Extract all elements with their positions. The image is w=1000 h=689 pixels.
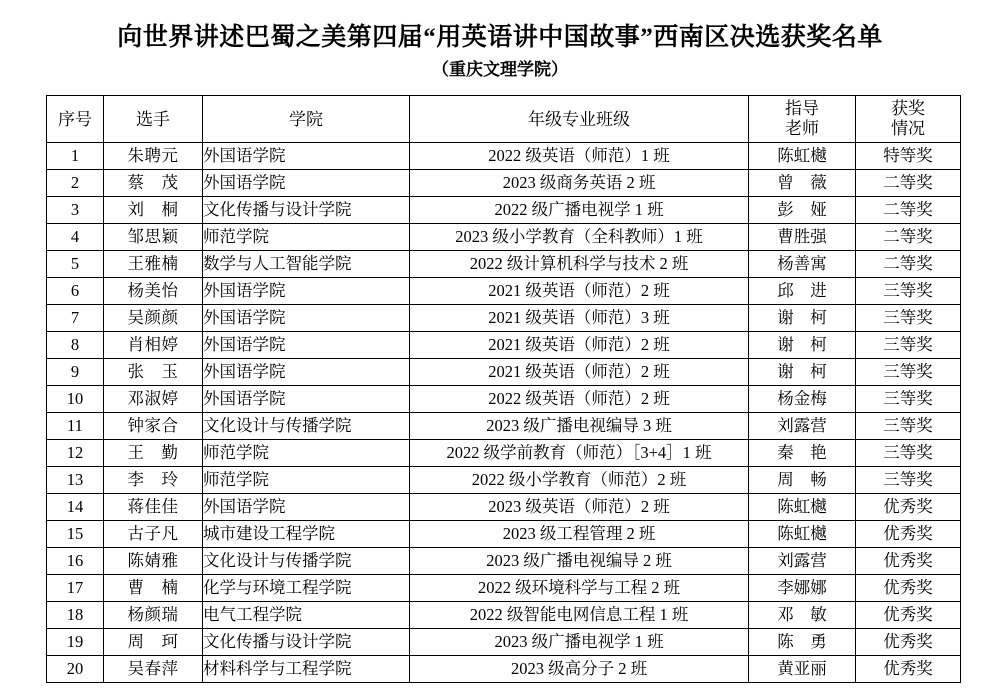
column-header-index: 序号 [47,96,104,143]
cell-player: 刘 桐 [104,197,203,224]
cell-index: 10 [47,386,104,413]
table-row [47,278,961,305]
cell-tutor: 黄亚丽 [749,656,856,683]
column-header-class: 年级专业班级 [410,96,749,143]
cell-class: 2021 级英语（师范）2 班 [410,278,749,305]
cell-college: 数学与人工智能学院 [203,251,410,278]
cell-college: 电气工程学院 [203,602,410,629]
cell-award: 优秀奖 [856,548,961,575]
cell-class: 2022 级广播电视学 1 班 [410,197,749,224]
cell-player: 朱聘元 [104,143,203,170]
cell-index: 18 [47,602,104,629]
cell-index: 20 [47,656,104,683]
cell-index: 6 [47,278,104,305]
cell-class: 2022 级计算机科学与技术 2 班 [410,251,749,278]
cell-index: 8 [47,332,104,359]
cell-tutor: 邱 进 [749,278,856,305]
cell-college: 外国语学院 [203,143,410,170]
cell-tutor: 秦 艳 [749,440,856,467]
cell-award: 优秀奖 [856,521,961,548]
award-list-table [46,95,961,683]
cell-player: 杨美怡 [104,278,203,305]
cell-index: 12 [47,440,104,467]
cell-index: 13 [47,467,104,494]
cell-player: 张 玉 [104,359,203,386]
cell-player: 李 玲 [104,467,203,494]
table-row [47,629,961,656]
cell-player: 杨颜瑞 [104,602,203,629]
cell-college: 文化传播与设计学院 [203,197,410,224]
column-header-player: 选手 [104,96,203,143]
table-row [47,575,961,602]
cell-index: 11 [47,413,104,440]
table-row [47,386,961,413]
cell-tutor: 谢 柯 [749,359,856,386]
cell-class: 2023 级英语（师范）2 班 [410,494,749,521]
table-row [47,548,961,575]
cell-class: 2023 级商务英语 2 班 [410,170,749,197]
cell-player: 王雅楠 [104,251,203,278]
table-body [47,143,961,683]
cell-tutor: 陈虹樾 [749,521,856,548]
cell-award: 三等奖 [856,305,961,332]
cell-tutor: 李娜娜 [749,575,856,602]
cell-college: 外国语学院 [203,170,410,197]
column-header-award [856,96,961,143]
cell-college: 外国语学院 [203,332,410,359]
cell-award: 三等奖 [856,359,961,386]
cell-college: 外国语学院 [203,359,410,386]
cell-college: 材料科学与工程学院 [203,656,410,683]
cell-college: 师范学院 [203,224,410,251]
cell-award: 三等奖 [856,467,961,494]
cell-tutor: 周 畅 [749,467,856,494]
cell-player: 钟家合 [104,413,203,440]
cell-index: 19 [47,629,104,656]
column-header-tutor-line1: 指导 [785,98,819,118]
cell-college: 外国语学院 [203,494,410,521]
cell-class: 2022 级智能电网信息工程 1 班 [410,602,749,629]
page-subtitle: （重庆文理学院） [432,60,568,80]
column-header-tutor [749,96,856,143]
cell-class: 2022 级英语（师范）2 班 [410,386,749,413]
cell-tutor: 曹胜强 [749,224,856,251]
cell-tutor: 陈虹樾 [749,494,856,521]
cell-award: 优秀奖 [856,575,961,602]
cell-tutor: 陈 勇 [749,629,856,656]
table-row [47,602,961,629]
cell-award: 二等奖 [856,170,961,197]
column-header-tutor-line2: 老师 [785,119,819,139]
cell-class: 2023 级工程管理 2 班 [410,521,749,548]
table-row [47,332,961,359]
table-row [47,170,961,197]
cell-class: 2023 级广播电视学 1 班 [410,629,749,656]
cell-player: 王 勤 [104,440,203,467]
table-row [47,467,961,494]
cell-award: 优秀奖 [856,629,961,656]
cell-class: 2022 级小学教育（师范）2 班 [410,467,749,494]
cell-tutor: 彭 娅 [749,197,856,224]
cell-college: 文化设计与传播学院 [203,548,410,575]
cell-award: 三等奖 [856,440,961,467]
cell-index: 17 [47,575,104,602]
cell-award: 优秀奖 [856,602,961,629]
cell-player: 邹思颖 [104,224,203,251]
column-header-award-line1: 获奖 [891,98,925,118]
cell-player: 邓淑婷 [104,386,203,413]
table-row [47,251,961,278]
table-row [47,656,961,683]
cell-player: 周 珂 [104,629,203,656]
table-row [47,143,961,170]
table-header-row [47,96,961,143]
table-row [47,494,961,521]
award-table-container [46,95,954,683]
cell-index: 9 [47,359,104,386]
cell-class: 2023 级高分子 2 班 [410,656,749,683]
cell-college: 外国语学院 [203,386,410,413]
cell-tutor: 陈虹樾 [749,143,856,170]
cell-class: 2021 级英语（师范）2 班 [410,359,749,386]
cell-class: 2022 级英语（师范）1 班 [410,143,749,170]
table-row [47,413,961,440]
cell-index: 4 [47,224,104,251]
cell-player: 肖相婷 [104,332,203,359]
cell-tutor: 邓 敏 [749,602,856,629]
cell-college: 化学与环境工程学院 [203,575,410,602]
document-page [0,22,1000,689]
table-row [47,197,961,224]
cell-index: 2 [47,170,104,197]
cell-index: 3 [47,197,104,224]
cell-player: 曹 楠 [104,575,203,602]
cell-class: 2021 级英语（师范）2 班 [410,332,749,359]
cell-player: 陈婧雅 [104,548,203,575]
cell-award: 三等奖 [856,332,961,359]
cell-class: 2021 级英语（师范）3 班 [410,305,749,332]
cell-class: 2023 级广播电视编导 3 班 [410,413,749,440]
cell-class: 2022 级环境科学与工程 2 班 [410,575,749,602]
table-header [47,96,961,143]
table-row [47,305,961,332]
cell-index: 7 [47,305,104,332]
cell-tutor: 曾 薇 [749,170,856,197]
cell-college: 师范学院 [203,467,410,494]
cell-player: 蒋佳佳 [104,494,203,521]
cell-award: 三等奖 [856,278,961,305]
cell-player: 蔡 茂 [104,170,203,197]
cell-index: 5 [47,251,104,278]
cell-index: 15 [47,521,104,548]
column-header-award-line2: 情况 [891,119,925,139]
cell-tutor: 刘露营 [749,548,856,575]
cell-award: 三等奖 [856,386,961,413]
table-row [47,521,961,548]
cell-award: 优秀奖 [856,656,961,683]
column-header-college: 学院 [203,96,410,143]
table-row [47,224,961,251]
cell-award: 二等奖 [856,251,961,278]
table-row [47,359,961,386]
cell-class: 2022 级学前教育（师范）［3+4］1 班 [410,440,749,467]
cell-tutor: 谢 柯 [749,332,856,359]
cell-award: 优秀奖 [856,494,961,521]
cell-index: 14 [47,494,104,521]
cell-college: 文化设计与传播学院 [203,413,410,440]
table-row [47,440,961,467]
cell-award: 二等奖 [856,197,961,224]
cell-index: 16 [47,548,104,575]
cell-award: 特等奖 [856,143,961,170]
cell-index: 1 [47,143,104,170]
cell-class: 2023 级广播电视编导 2 班 [410,548,749,575]
cell-award: 三等奖 [856,413,961,440]
cell-award: 二等奖 [856,224,961,251]
cell-college: 外国语学院 [203,278,410,305]
cell-tutor: 刘露营 [749,413,856,440]
cell-college: 文化传播与设计学院 [203,629,410,656]
page-title: 向世界讲述巴蜀之美第四届“用英语讲中国故事”西南区决选获奖名单 [117,24,883,51]
cell-class: 2023 级小学教育（全科教师）1 班 [410,224,749,251]
cell-tutor: 谢 柯 [749,305,856,332]
cell-college: 师范学院 [203,440,410,467]
cell-tutor: 杨善寓 [749,251,856,278]
cell-player: 吴颜颜 [104,305,203,332]
cell-college: 外国语学院 [203,305,410,332]
cell-tutor: 杨金梅 [749,386,856,413]
cell-player: 古子凡 [104,521,203,548]
cell-player: 吴春萍 [104,656,203,683]
cell-college: 城市建设工程学院 [203,521,410,548]
